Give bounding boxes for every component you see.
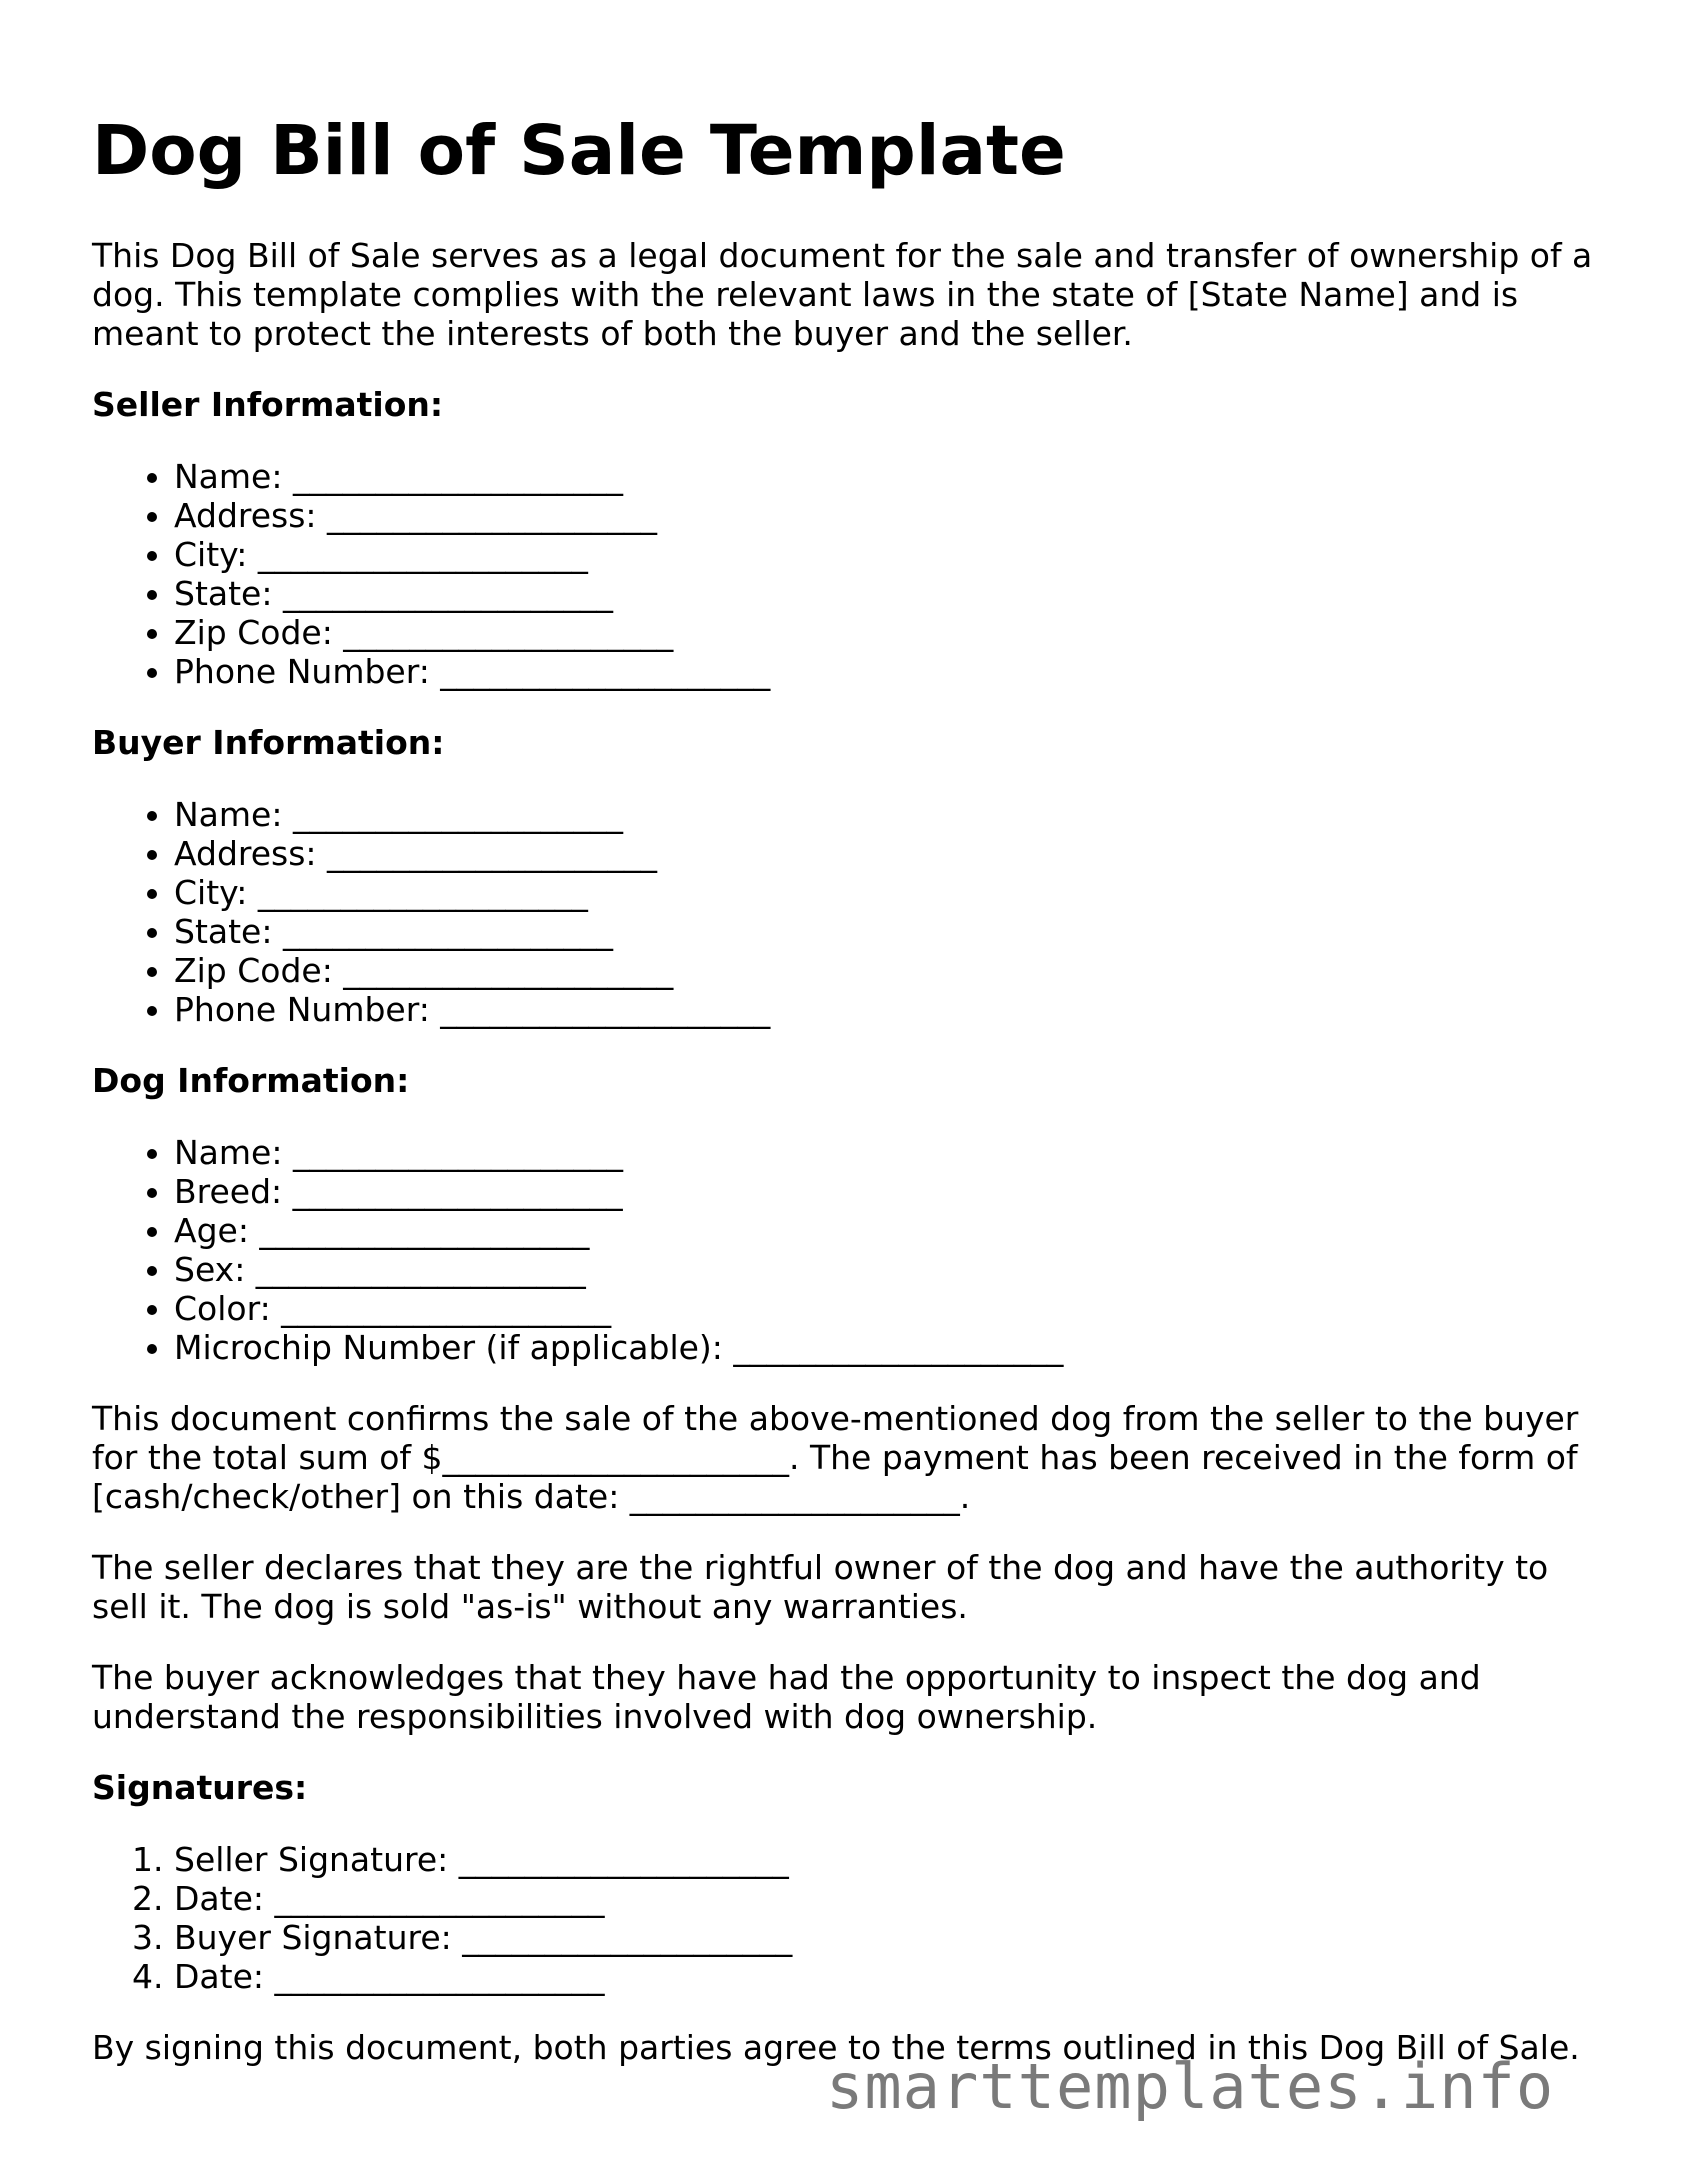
buyer-acknowledgement-paragraph: The buyer acknowledges that they have had the opportunity to inspect the dog and understand the responsibilities involved with dog ownership. (92, 1658, 1481, 1736)
dog-microchip-field: • Microchip Number (if applicable): ____________________ (174, 1328, 1602, 1367)
seller-name-field: • Name: ____________________ (174, 457, 1602, 496)
buyer-date-field: 4. Date: ____________________ (174, 1957, 1602, 1996)
dog-info-heading: Dog Information: (92, 1061, 410, 1100)
buyer-info-heading: Buyer Information: (92, 723, 445, 762)
buyer-phone-field: • Phone Number: ____________________ (174, 990, 1602, 1029)
buyer-address-field: • Address: ____________________ (174, 834, 1602, 873)
seller-phone-field: • Phone Number: ____________________ (174, 652, 1602, 691)
buyer-name-field: • Name: ____________________ (174, 795, 1602, 834)
dog-info-list (92, 1133, 1602, 1367)
seller-declaration-paragraph: The seller declares that they are the rightful owner of the dog and have the authority to sell it. The dog is sold "as-is" without any warranties. (92, 1548, 1549, 1626)
seller-date-field: 2. Date: ____________________ (174, 1879, 1602, 1918)
watermark-text: smarttemplates.info (826, 2050, 1555, 2123)
sale-paragraph: This document confirms the sale of the above-mentioned dog from the seller to the buyer for the total sum of $_____________________. The payment has been received in the form of [cash/check/other] on this date: ____________________. (92, 1399, 1579, 1516)
buyer-signature-field: 3. Buyer Signature: ____________________ (174, 1918, 1602, 1957)
document-page (92, 110, 1602, 2099)
dog-breed-field: • Breed: ____________________ (174, 1172, 1602, 1211)
seller-state-field: • State: ____________________ (174, 574, 1602, 613)
document-title: Dog Bill of Sale Template (92, 111, 1066, 191)
seller-signature-field: 1. Seller Signature: ____________________ (174, 1840, 1602, 1879)
signatures-list (92, 1840, 1602, 1996)
dog-color-field: • Color: ____________________ (174, 1289, 1602, 1328)
buyer-city-field: • City: ____________________ (174, 873, 1602, 912)
dog-name-field: • Name: ____________________ (174, 1133, 1602, 1172)
seller-info-list (92, 457, 1602, 691)
dog-age-field: • Age: ____________________ (174, 1211, 1602, 1250)
dog-sex-field: • Sex: ____________________ (174, 1250, 1602, 1289)
seller-zip-field: • Zip Code: ____________________ (174, 613, 1602, 652)
intro-paragraph: This Dog Bill of Sale serves as a legal document for the sale and transfer of ownership of a dog. This template complies with the relevant laws in the state of [State Name] and is meant to protect the interests of both the buyer and the seller. (92, 236, 1593, 353)
buyer-zip-field: • Zip Code: ____________________ (174, 951, 1602, 990)
seller-city-field: • City: ____________________ (174, 535, 1602, 574)
buyer-state-field: • State: ____________________ (174, 912, 1602, 951)
seller-info-heading: Seller Information: (92, 385, 444, 424)
closing-paragraph: By signing this document, both parties agree to the terms outlined in this Dog Bill of Sale. (92, 2028, 1580, 2067)
seller-address-field: • Address: ____________________ (174, 496, 1602, 535)
buyer-info-list (92, 795, 1602, 1029)
signatures-heading: Signatures: (92, 1768, 308, 1807)
